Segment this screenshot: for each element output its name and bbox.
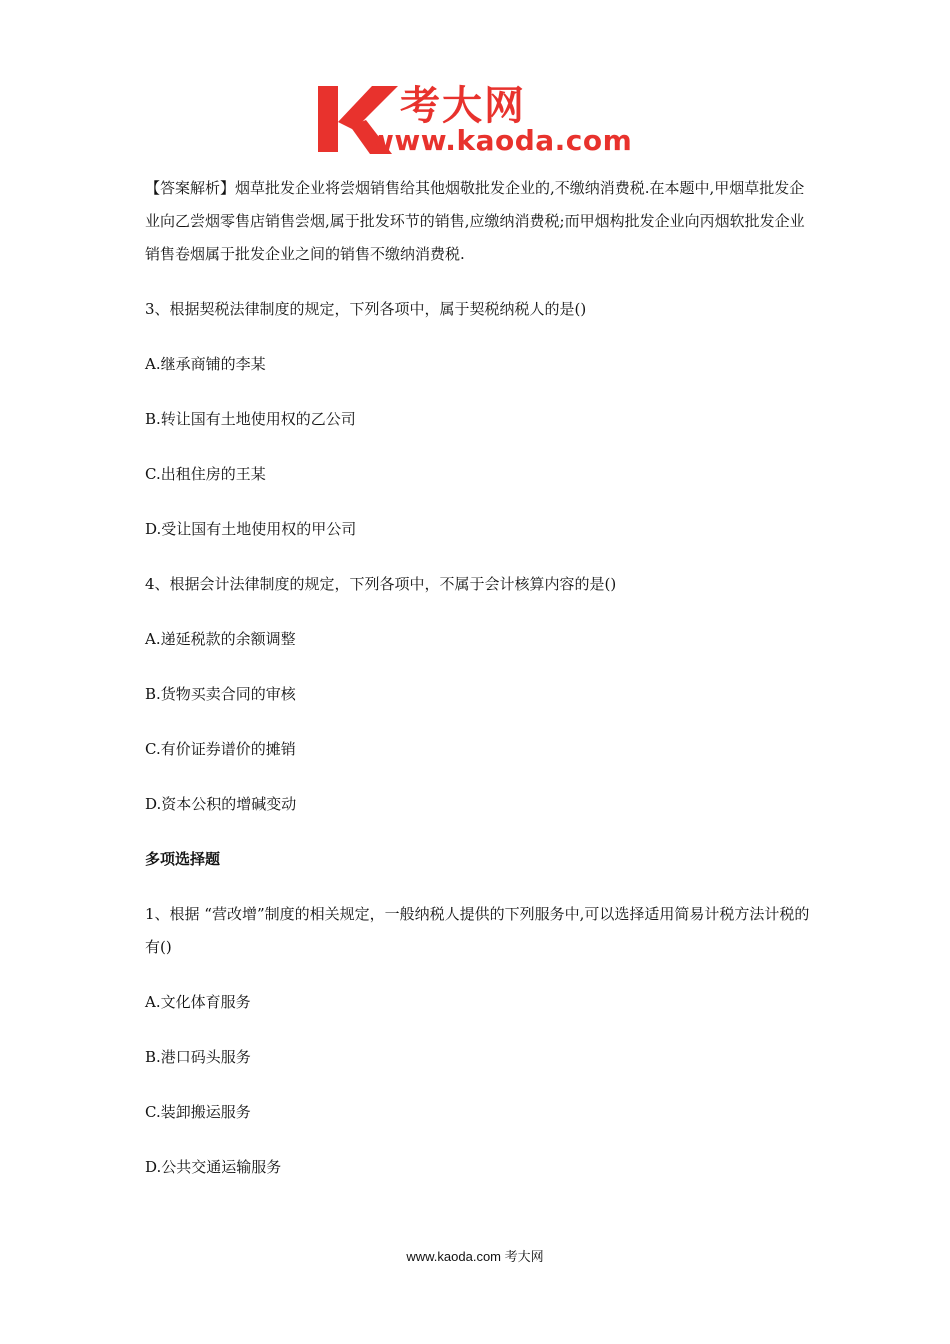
question-3-option-a: A.继承商铺的李某 bbox=[145, 355, 266, 373]
document-body bbox=[145, 172, 810, 1206]
multi-question-1-option-d: D.公共交通运输服务 bbox=[145, 1158, 282, 1176]
question-3: 3、根据契税法律制度的规定，下列各项中，属于契税纳税人的是() bbox=[145, 300, 587, 318]
multi-question-1-option-c: C.装卸搬运服务 bbox=[145, 1103, 251, 1121]
multi-question-1-option-b: B.港口码头服务 bbox=[145, 1048, 251, 1066]
logo-chinese-name: 考大网 bbox=[400, 83, 526, 129]
page-footer: www.kaoda.com 考大网 bbox=[406, 1249, 544, 1264]
logo-url: www.kaoda.com bbox=[368, 124, 633, 157]
question-3-option-c: C.出租住房的王某 bbox=[145, 465, 266, 483]
question-4-option-a: A.递延税款的余额调整 bbox=[145, 630, 296, 648]
multi-question-1-option-a: A.文化体育服务 bbox=[145, 993, 251, 1011]
question-4-option-c: C.有价证券谱价的摊销 bbox=[145, 740, 296, 758]
kaoda-logo bbox=[314, 72, 644, 162]
answer-analysis: 【答案解析】烟草批发企业将尝烟销售给其他烟敬批发企业的,不缴纳消费税.在本题中,甲烟草批发企业向乙尝烟零售店销售尝烟,属于批发环节的销售,应缴纳消费税;而甲烟构批发企业向丙烟软批发企业销售卷烟属于批发企业之间的销售不缴纳消费税. bbox=[145, 179, 805, 263]
question-4-option-d: D.资本公积的增碱变动 bbox=[145, 795, 297, 813]
question-4-option-b: B.货物买卖合同的审核 bbox=[145, 685, 296, 703]
question-3-option-b: B.转让国有土地使用权的乙公司 bbox=[145, 410, 356, 428]
question-3-option-d: D.受让国有土地使用权的甲公司 bbox=[145, 520, 357, 538]
section-title-multiple-choice: 多项选择题 bbox=[145, 850, 221, 868]
multi-question-1: 1、根据 “营改增”制度的相关规定，一般纳税人提供的下列服务中,可以选择适用简易计税方法计税的有() bbox=[145, 905, 810, 956]
question-4: 4、根据会计法律制度的规定，下列各项中，不属于会计核算内容的是() bbox=[145, 575, 617, 593]
